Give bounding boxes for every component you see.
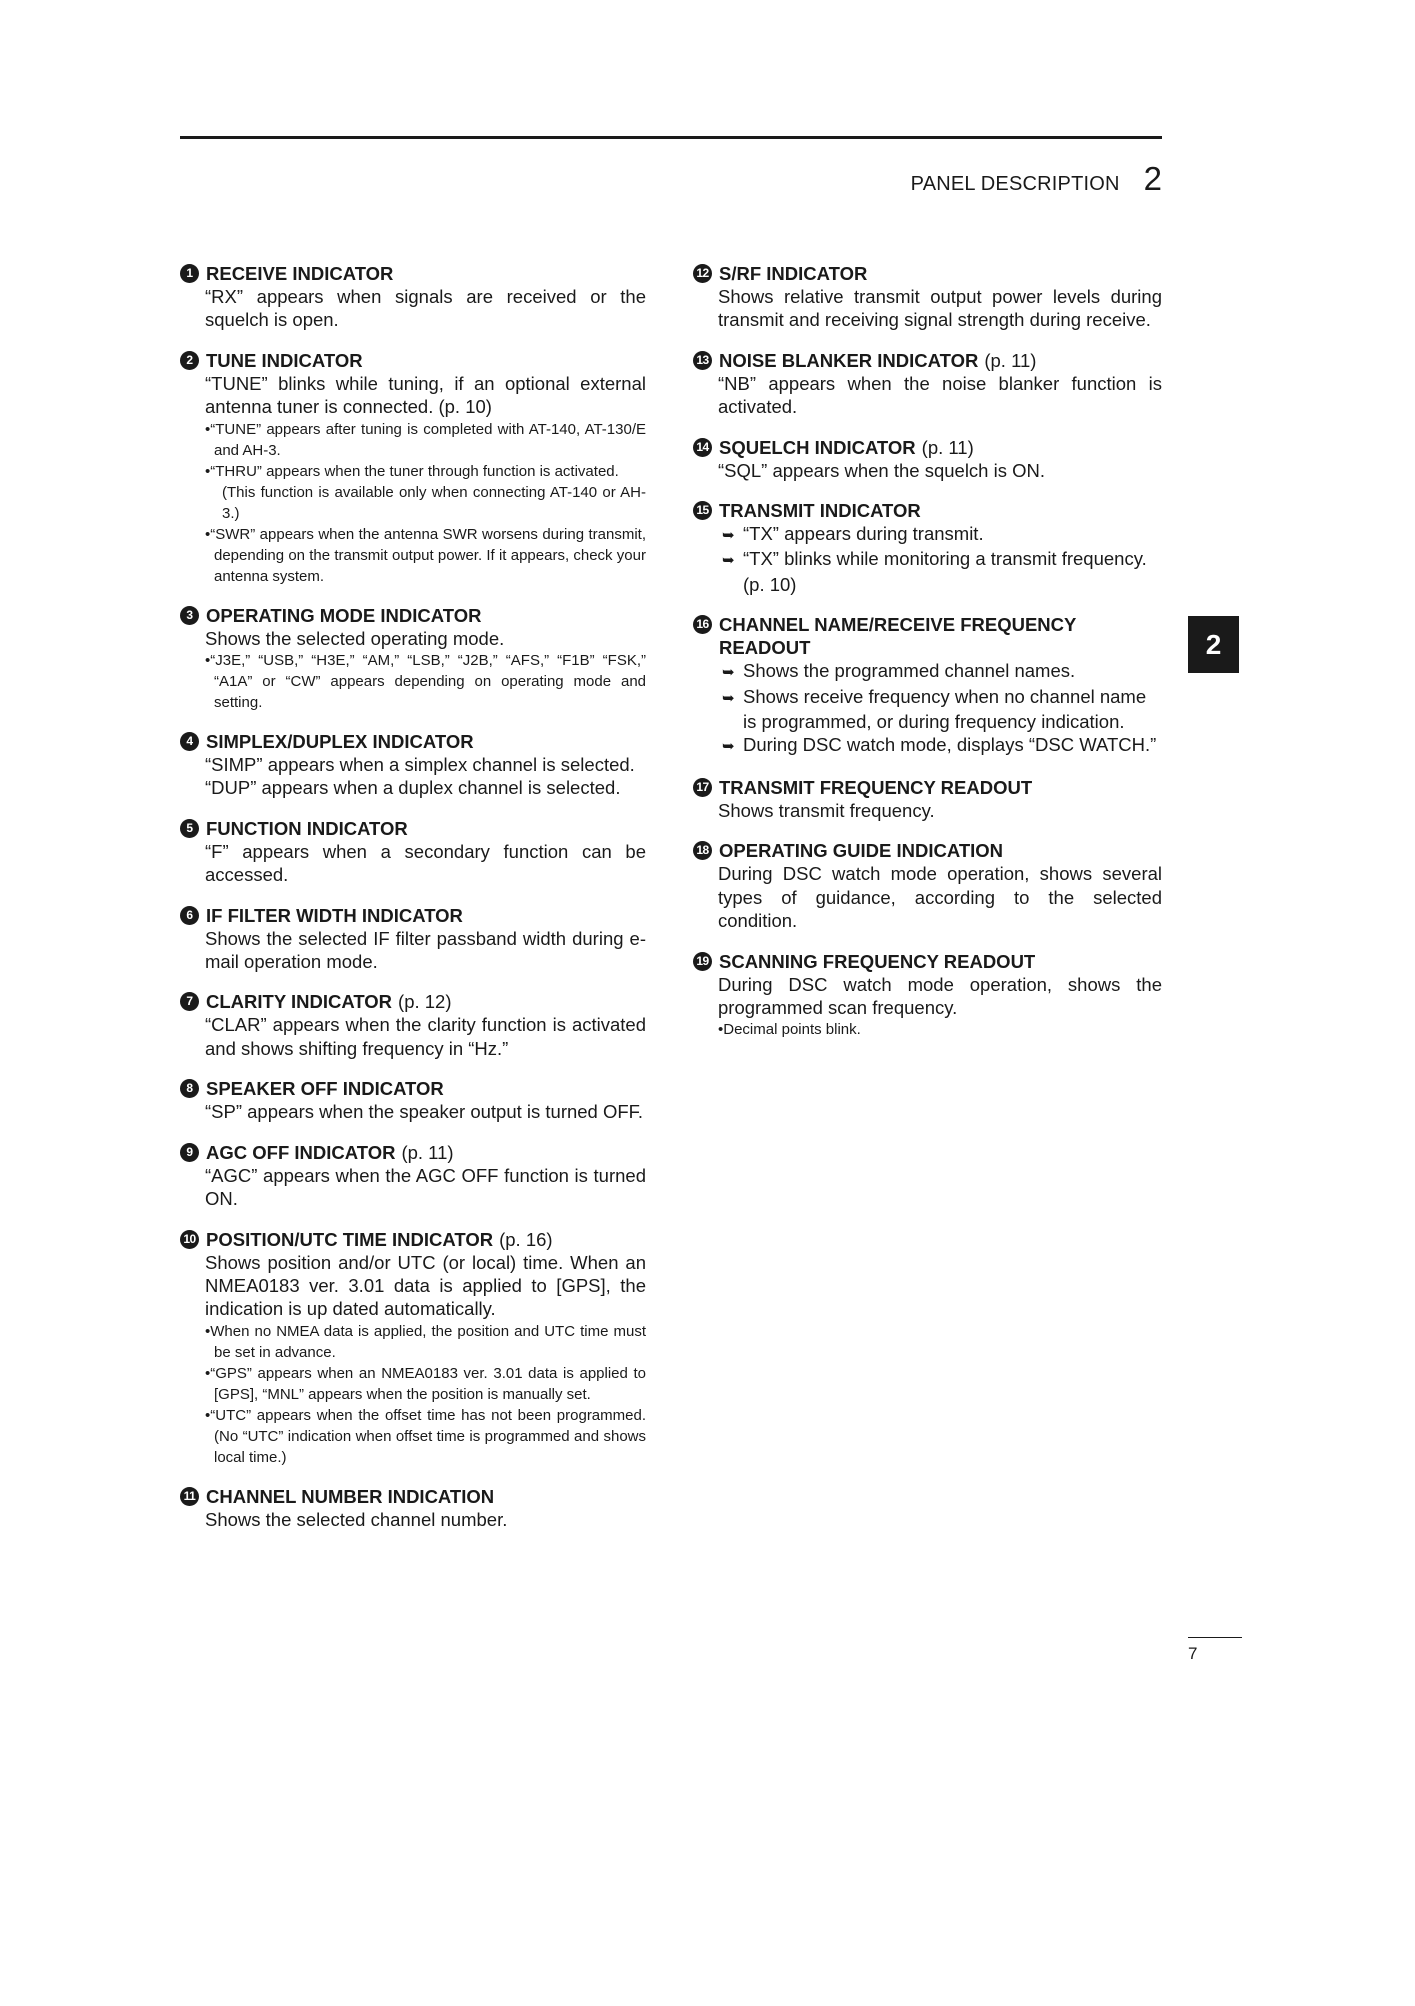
arrow-item-text: During DSC watch mode, displays “DSC WATCH.” [743, 734, 1157, 756]
item-number-badge: 2 [180, 351, 199, 370]
item-body-text: During DSC watch mode operation, shows the programmed scan frequency. [718, 973, 1162, 1018]
item-title [693, 839, 1162, 862]
item-body-text: During DSC watch mode operation, shows several types of guidance, according to the selected condition. [718, 863, 1162, 932]
item-title-text: SIMPLEX/DUPLEX INDICATOR [206, 731, 474, 753]
item-body-text: “SP” appears when the speaker output is turned OFF. [205, 1101, 644, 1123]
item-body-text: “CLAR” appears when the clarity function is activated and shows shifting frequency in “Hz.” [205, 1014, 646, 1059]
item-arrow-text [693, 659, 1162, 684]
page-reference: (p. 12) [398, 991, 452, 1013]
item-title [180, 1077, 646, 1100]
footer-rule [1188, 1637, 1242, 1638]
indicator-item [693, 436, 1162, 482]
right-column [693, 262, 1162, 1057]
indicator-item [180, 1077, 646, 1123]
page-number: 7 [1188, 1644, 1198, 1663]
indicator-item [693, 776, 1162, 822]
item-title [693, 436, 1162, 459]
indicator-item [180, 730, 646, 800]
arrow-bullet-icon: ➥ [722, 552, 735, 570]
header-rule [180, 136, 1162, 139]
item-title [180, 349, 646, 372]
item-title-wrap [719, 839, 1003, 862]
item-title-wrap [719, 499, 921, 522]
arrow-item-text: “TX” blinks while monitoring a transmit frequency. (p. 10) [743, 548, 1147, 595]
page-reference: (p. 11) [984, 349, 1037, 371]
item-title [180, 730, 646, 753]
item-title-text: CHANNEL NUMBER INDICATION [206, 1485, 495, 1507]
item-bullet-text: •“J3E,” “USB,” “H3E,” “AM,” “LSB,” “J2B,” “AFS,” “F1B” “FSK,” “A1A” or “CW” appears depending on operating mode and setting. [205, 652, 646, 712]
item-body-text: Shows the selected IF filter passband width during e-mail operation mode. [205, 927, 646, 973]
item-title-text: CLARITY INDICATOR [206, 991, 393, 1013]
item-title-wrap [719, 349, 1036, 372]
indicator-item [693, 262, 1162, 332]
item-number-badge: 17 [693, 778, 712, 797]
item-body-text: “NB” appears when the noise blanker function is activated. [718, 372, 1162, 418]
item-arrow-text [693, 733, 1162, 758]
item-number-badge: 9 [180, 1143, 199, 1162]
item-number-badge: 7 [180, 992, 199, 1011]
section-title: PANEL DESCRIPTION [910, 173, 1120, 195]
arrow-item-text: Shows receive frequency when no channel name is programmed, or during frequency indication. [743, 685, 1147, 733]
item-title-text: SCANNING FREQUENCY READOUT [719, 950, 1036, 972]
indicator-item [180, 1141, 646, 1211]
item-title-wrap [719, 950, 1035, 973]
indicator-item [180, 349, 646, 587]
item-number-badge: 3 [180, 606, 199, 625]
item-title-wrap [206, 1485, 494, 1508]
indicator-item [693, 950, 1162, 1041]
page-header [911, 160, 1162, 198]
indicator-item [180, 1228, 646, 1468]
item-title-text: TUNE INDICATOR [206, 349, 363, 371]
item-bullet-text: •“UTC” appears when the offset time has not been programmed. (No “UTC” indication when offset time is programmed and shows local time.) [205, 1406, 646, 1466]
page-reference: (p. 16) [499, 1228, 553, 1250]
indicator-item [180, 990, 646, 1060]
item-title [693, 499, 1162, 522]
item-number-badge: 15 [693, 501, 712, 520]
item-note-text: (This function is available only when connecting AT-140 or AH-3.) [222, 483, 646, 522]
item-title-wrap [206, 1228, 553, 1251]
item-title-wrap [719, 613, 1162, 659]
page-reference: (p. 11) [401, 1141, 454, 1163]
item-arrow-text [693, 547, 1162, 596]
item-title [693, 950, 1162, 973]
item-body-text: Shows relative transmit output power levels during transmit and receiving signal strength during receive. [718, 286, 1162, 331]
item-title-wrap [206, 262, 393, 285]
item-arrow-text [693, 522, 1162, 547]
item-body-text: Shows the selected channel number. [205, 1508, 508, 1530]
indicator-item [693, 613, 1162, 759]
item-title-wrap [206, 604, 481, 627]
section-number: 2 [1143, 160, 1162, 197]
item-body-text: Shows transmit frequency. [718, 799, 935, 821]
item-title-text: SPEAKER OFF INDICATOR [206, 1078, 444, 1100]
item-title-text: OPERATING GUIDE INDICATION [719, 840, 1004, 862]
item-bullet-text: •“GPS” appears when an NMEA0183 ver. 3.01 data is applied to [GPS], “MNL” appears when the position is manually set. [205, 1364, 646, 1403]
item-title [180, 1141, 646, 1164]
item-body-text: “AGC” appears when the AGC OFF function is turned ON. [205, 1164, 646, 1210]
indicator-item [180, 262, 646, 332]
item-body-text: “TUNE” blinks while tuning, if an optional external antenna tuner is connected. (p. 10) [205, 372, 646, 418]
item-number-badge: 8 [180, 1079, 199, 1098]
item-title-wrap [206, 349, 363, 372]
arrow-bullet-icon: ➥ [722, 689, 735, 707]
item-title [180, 262, 646, 285]
arrow-item-text: Shows the programmed channel names. [743, 660, 1076, 682]
item-title-wrap [206, 817, 408, 840]
item-bullet-text: •“SWR” appears when the antenna SWR worsens during transmit, depending on the transmit output power. If it appears, check your antenna system. [205, 525, 646, 585]
indicator-item [180, 1485, 646, 1531]
arrow-bullet-icon: ➥ [722, 527, 735, 545]
item-bullet-text: •When no NMEA data is applied, the position and UTC time must be set in advance. [205, 1322, 646, 1361]
item-title-text: CHANNEL NAME/RECEIVE FREQUENCY READOUT [719, 614, 1077, 659]
item-title-wrap [719, 776, 1032, 799]
item-title-text: NOISE BLANKER INDICATOR [719, 349, 979, 371]
item-number-badge: 14 [693, 438, 712, 457]
item-title [180, 904, 646, 927]
item-title [180, 1228, 646, 1251]
item-body-text: “DUP” appears when a duplex channel is selected. [205, 777, 621, 799]
item-arrow-text [693, 685, 1162, 734]
item-title-wrap [206, 990, 452, 1013]
item-number-badge: 5 [180, 819, 199, 838]
item-number-badge: 11 [180, 1487, 199, 1506]
indicator-item [180, 817, 646, 887]
item-number-badge: 10 [180, 1230, 199, 1249]
item-bullet-text: •Decimal points blink. [718, 1021, 861, 1039]
item-title-text: IF FILTER WIDTH INDICATOR [206, 904, 463, 926]
arrow-item-text: “TX” appears during transmit. [743, 523, 984, 545]
item-body-text: “SIMP” appears when a simplex channel is selected. [205, 754, 635, 776]
item-title-text: AGC OFF INDICATOR [206, 1141, 396, 1163]
item-title-text: TRANSMIT INDICATOR [719, 500, 921, 522]
item-body-text: Shows the selected operating mode. [205, 627, 505, 649]
item-number-badge: 13 [693, 351, 712, 370]
item-title [693, 262, 1162, 285]
arrow-bullet-icon: ➥ [722, 738, 735, 756]
item-number-badge: 12 [693, 264, 712, 283]
item-title-text: RECEIVE INDICATOR [206, 263, 394, 284]
item-title-text: FUNCTION INDICATOR [206, 817, 408, 839]
item-number-badge: 1 [180, 264, 199, 283]
item-number-badge: 18 [693, 841, 712, 860]
item-title [693, 349, 1162, 372]
item-title [180, 990, 646, 1013]
item-title-wrap [719, 262, 867, 285]
item-body-text: “RX” appears when signals are received or the squelch is open. [205, 286, 646, 331]
item-title [180, 604, 646, 627]
item-body-text: “F” appears when a secondary function can be accessed. [205, 840, 646, 886]
item-title-wrap [206, 1141, 454, 1164]
page-reference: (p. 11) [921, 436, 974, 458]
section-tab-marker: 2 [1188, 616, 1239, 673]
indicator-item [693, 349, 1162, 419]
item-title [693, 613, 1162, 659]
item-number-badge: 16 [693, 615, 712, 634]
item-title-wrap [206, 730, 474, 753]
item-number-badge: 6 [180, 906, 199, 925]
indicator-item [180, 904, 646, 974]
item-title-text: POSITION/UTC TIME INDICATOR [206, 1228, 494, 1250]
item-title-text: S/RF INDICATOR [719, 263, 868, 284]
item-body-text: Shows position and/or UTC (or local) time. When an NMEA0183 ver. 3.01 data is applied to [GPS], the indication is up dated automatically. [205, 1251, 646, 1320]
item-title [693, 776, 1162, 799]
item-title [180, 817, 646, 840]
item-body-text: “SQL” appears when the squelch is ON. [718, 459, 1045, 481]
indicator-item [693, 839, 1162, 932]
item-title-wrap [206, 1077, 444, 1100]
item-bullet-text: •“THRU” appears when the tuner through function is activated. [205, 462, 619, 480]
left-column [180, 262, 646, 1548]
item-number-badge: 19 [693, 952, 712, 971]
item-bullet-text: •“TUNE” appears after tuning is completed with AT-140, AT-130/E and AH-3. [205, 420, 646, 459]
indicator-item [693, 499, 1162, 596]
item-number-badge: 4 [180, 732, 199, 751]
item-title-wrap [719, 436, 974, 459]
indicator-item [180, 604, 646, 713]
arrow-bullet-icon: ➥ [722, 664, 735, 682]
item-title [180, 1485, 646, 1508]
item-title-text: TRANSMIT FREQUENCY READOUT [719, 776, 1033, 798]
item-title-wrap [206, 904, 463, 927]
item-title-text: OPERATING MODE INDICATOR [206, 604, 482, 626]
item-title-text: SQUELCH INDICATOR [719, 436, 916, 458]
